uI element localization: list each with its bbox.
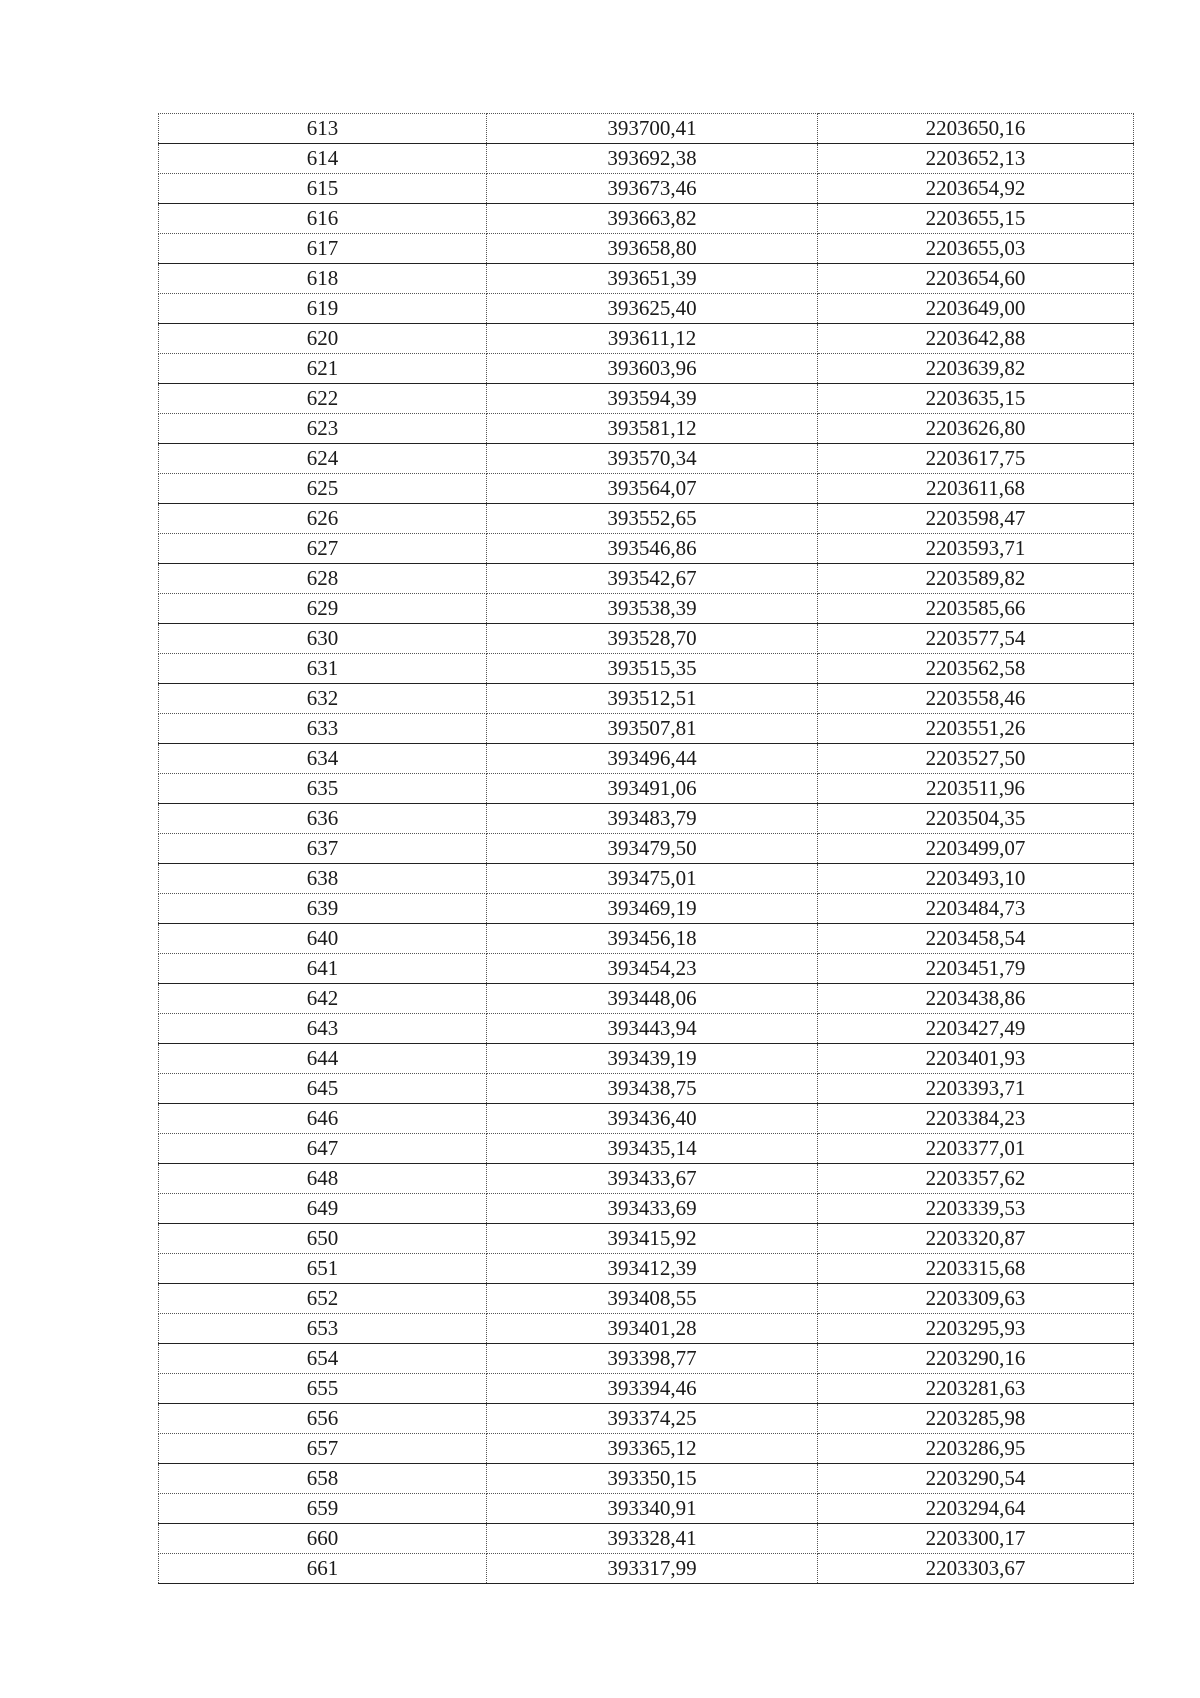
x-coordinate-cell: 393350,15: [487, 1464, 818, 1494]
x-coordinate-cell: 393651,39: [487, 264, 818, 294]
table-row: [159, 654, 1134, 684]
point-number-cell: 634: [159, 744, 487, 774]
table-row: [159, 1224, 1134, 1254]
x-coordinate-cell: 393401,28: [487, 1314, 818, 1344]
x-coordinate-cell: 393663,82: [487, 204, 818, 234]
x-coordinate-cell: 393394,46: [487, 1374, 818, 1404]
table-row: [159, 624, 1134, 654]
table-row: [159, 1344, 1134, 1374]
point-number-cell: 633: [159, 714, 487, 744]
point-number-cell: 645: [159, 1074, 487, 1104]
y-coordinate-cell: 2203652,13: [818, 144, 1134, 174]
y-coordinate-cell: 2203300,17: [818, 1524, 1134, 1554]
x-coordinate-cell: 393570,34: [487, 444, 818, 474]
point-number-cell: 651: [159, 1254, 487, 1284]
table-row: [159, 1434, 1134, 1464]
table-row: [159, 954, 1134, 984]
point-number-cell: 631: [159, 654, 487, 684]
point-number-cell: 647: [159, 1134, 487, 1164]
y-coordinate-cell: 2203286,95: [818, 1434, 1134, 1464]
point-number-cell: 627: [159, 534, 487, 564]
table-row: [159, 144, 1134, 174]
table-row: [159, 234, 1134, 264]
point-number-cell: 620: [159, 324, 487, 354]
y-coordinate-cell: 2203281,63: [818, 1374, 1134, 1404]
table-row: [159, 744, 1134, 774]
table-row: [159, 1464, 1134, 1494]
x-coordinate-cell: 393439,19: [487, 1044, 818, 1074]
table-row: [159, 1554, 1134, 1584]
point-number-cell: 659: [159, 1494, 487, 1524]
x-coordinate-cell: 393692,38: [487, 144, 818, 174]
coordinates-table-body: [159, 114, 1134, 1584]
table-row: [159, 714, 1134, 744]
table-row: [159, 504, 1134, 534]
y-coordinate-cell: 2203593,71: [818, 534, 1134, 564]
x-coordinate-cell: 393456,18: [487, 924, 818, 954]
point-number-cell: 614: [159, 144, 487, 174]
y-coordinate-cell: 2203654,60: [818, 264, 1134, 294]
table-row: [159, 534, 1134, 564]
x-coordinate-cell: 393454,23: [487, 954, 818, 984]
y-coordinate-cell: 2203290,16: [818, 1344, 1134, 1374]
point-number-cell: 619: [159, 294, 487, 324]
y-coordinate-cell: 2203551,26: [818, 714, 1134, 744]
x-coordinate-cell: 393603,96: [487, 354, 818, 384]
x-coordinate-cell: 393491,06: [487, 774, 818, 804]
point-number-cell: 656: [159, 1404, 487, 1434]
point-number-cell: 625: [159, 474, 487, 504]
table-row: [159, 294, 1134, 324]
point-number-cell: 637: [159, 834, 487, 864]
point-number-cell: 644: [159, 1044, 487, 1074]
table-row: [159, 174, 1134, 204]
point-number-cell: 655: [159, 1374, 487, 1404]
table-row: [159, 894, 1134, 924]
y-coordinate-cell: 2203493,10: [818, 864, 1134, 894]
point-number-cell: 653: [159, 1314, 487, 1344]
point-number-cell: 642: [159, 984, 487, 1014]
x-coordinate-cell: 393374,25: [487, 1404, 818, 1434]
point-number-cell: 650: [159, 1224, 487, 1254]
table-row: [159, 354, 1134, 384]
x-coordinate-cell: 393658,80: [487, 234, 818, 264]
y-coordinate-cell: 2203320,87: [818, 1224, 1134, 1254]
y-coordinate-cell: 2203511,96: [818, 774, 1134, 804]
y-coordinate-cell: 2203294,64: [818, 1494, 1134, 1524]
point-number-cell: 630: [159, 624, 487, 654]
y-coordinate-cell: 2203458,54: [818, 924, 1134, 954]
x-coordinate-cell: 393443,94: [487, 1014, 818, 1044]
table-row: [159, 1254, 1134, 1284]
point-number-cell: 629: [159, 594, 487, 624]
y-coordinate-cell: 2203562,58: [818, 654, 1134, 684]
y-coordinate-cell: 2203589,82: [818, 564, 1134, 594]
x-coordinate-cell: 393398,77: [487, 1344, 818, 1374]
table-row: [159, 1194, 1134, 1224]
y-coordinate-cell: 2203499,07: [818, 834, 1134, 864]
table-row: [159, 1134, 1134, 1164]
y-coordinate-cell: 2203290,54: [818, 1464, 1134, 1494]
y-coordinate-cell: 2203357,62: [818, 1164, 1134, 1194]
y-coordinate-cell: 2203577,54: [818, 624, 1134, 654]
point-number-cell: 643: [159, 1014, 487, 1044]
y-coordinate-cell: 2203611,68: [818, 474, 1134, 504]
x-coordinate-cell: 393546,86: [487, 534, 818, 564]
point-number-cell: 660: [159, 1524, 487, 1554]
x-coordinate-cell: 393433,67: [487, 1164, 818, 1194]
point-number-cell: 618: [159, 264, 487, 294]
y-coordinate-cell: 2203655,15: [818, 204, 1134, 234]
table-row: [159, 1104, 1134, 1134]
x-coordinate-cell: 393542,67: [487, 564, 818, 594]
table-row: [159, 1284, 1134, 1314]
y-coordinate-cell: 2203642,88: [818, 324, 1134, 354]
y-coordinate-cell: 2203315,68: [818, 1254, 1134, 1284]
table-row: [159, 414, 1134, 444]
x-coordinate-cell: 393512,51: [487, 684, 818, 714]
x-coordinate-cell: 393435,14: [487, 1134, 818, 1164]
y-coordinate-cell: 2203451,79: [818, 954, 1134, 984]
x-coordinate-cell: 393365,12: [487, 1434, 818, 1464]
table-row: [159, 924, 1134, 954]
y-coordinate-cell: 2203617,75: [818, 444, 1134, 474]
point-number-cell: 616: [159, 204, 487, 234]
y-coordinate-cell: 2203585,66: [818, 594, 1134, 624]
x-coordinate-cell: 393611,12: [487, 324, 818, 354]
point-number-cell: 646: [159, 1104, 487, 1134]
y-coordinate-cell: 2203649,00: [818, 294, 1134, 324]
table-row: [159, 384, 1134, 414]
table-row: [159, 1074, 1134, 1104]
y-coordinate-cell: 2203655,03: [818, 234, 1134, 264]
x-coordinate-cell: 393673,46: [487, 174, 818, 204]
x-coordinate-cell: 393581,12: [487, 414, 818, 444]
point-number-cell: 615: [159, 174, 487, 204]
y-coordinate-cell: 2203558,46: [818, 684, 1134, 714]
x-coordinate-cell: 393538,39: [487, 594, 818, 624]
table-row: [159, 1164, 1134, 1194]
y-coordinate-cell: 2203654,92: [818, 174, 1134, 204]
table-row: [159, 1314, 1134, 1344]
point-number-cell: 613: [159, 114, 487, 144]
x-coordinate-cell: 393448,06: [487, 984, 818, 1014]
point-number-cell: 632: [159, 684, 487, 714]
point-number-cell: 652: [159, 1284, 487, 1314]
table-row: [159, 684, 1134, 714]
point-number-cell: 661: [159, 1554, 487, 1584]
point-number-cell: 654: [159, 1344, 487, 1374]
x-coordinate-cell: 393594,39: [487, 384, 818, 414]
x-coordinate-cell: 393436,40: [487, 1104, 818, 1134]
table-row: [159, 834, 1134, 864]
y-coordinate-cell: 2203285,98: [818, 1404, 1134, 1434]
point-number-cell: 617: [159, 234, 487, 264]
y-coordinate-cell: 2203438,86: [818, 984, 1134, 1014]
x-coordinate-cell: 393564,07: [487, 474, 818, 504]
y-coordinate-cell: 2203635,15: [818, 384, 1134, 414]
point-number-cell: 658: [159, 1464, 487, 1494]
x-coordinate-cell: 393469,19: [487, 894, 818, 924]
point-number-cell: 649: [159, 1194, 487, 1224]
x-coordinate-cell: 393340,91: [487, 1494, 818, 1524]
x-coordinate-cell: 393438,75: [487, 1074, 818, 1104]
point-number-cell: 657: [159, 1434, 487, 1464]
y-coordinate-cell: 2203639,82: [818, 354, 1134, 384]
x-coordinate-cell: 393700,41: [487, 114, 818, 144]
table-row: [159, 1524, 1134, 1554]
point-number-cell: 622: [159, 384, 487, 414]
x-coordinate-cell: 393475,01: [487, 864, 818, 894]
x-coordinate-cell: 393479,50: [487, 834, 818, 864]
table-row: [159, 774, 1134, 804]
y-coordinate-cell: 2203527,50: [818, 744, 1134, 774]
x-coordinate-cell: 393415,92: [487, 1224, 818, 1254]
x-coordinate-cell: 393507,81: [487, 714, 818, 744]
x-coordinate-cell: 393483,79: [487, 804, 818, 834]
table-row: [159, 1404, 1134, 1434]
table-row: [159, 1014, 1134, 1044]
point-number-cell: 640: [159, 924, 487, 954]
table-row: [159, 804, 1134, 834]
table-row: [159, 114, 1134, 144]
x-coordinate-cell: 393408,55: [487, 1284, 818, 1314]
point-number-cell: 641: [159, 954, 487, 984]
y-coordinate-cell: 2203393,71: [818, 1074, 1134, 1104]
y-coordinate-cell: 2203598,47: [818, 504, 1134, 534]
x-coordinate-cell: 393412,39: [487, 1254, 818, 1284]
table-row: [159, 204, 1134, 234]
coordinates-table: [158, 113, 1134, 1584]
x-coordinate-cell: 393515,35: [487, 654, 818, 684]
table-row: [159, 984, 1134, 1014]
table-row: [159, 444, 1134, 474]
table-row: [159, 324, 1134, 354]
table-row: [159, 1494, 1134, 1524]
y-coordinate-cell: 2203427,49: [818, 1014, 1134, 1044]
y-coordinate-cell: 2203295,93: [818, 1314, 1134, 1344]
y-coordinate-cell: 2203377,01: [818, 1134, 1134, 1164]
point-number-cell: 648: [159, 1164, 487, 1194]
x-coordinate-cell: 393317,99: [487, 1554, 818, 1584]
point-number-cell: 635: [159, 774, 487, 804]
table-row: [159, 864, 1134, 894]
x-coordinate-cell: 393528,70: [487, 624, 818, 654]
y-coordinate-cell: 2203650,16: [818, 114, 1134, 144]
point-number-cell: 638: [159, 864, 487, 894]
y-coordinate-cell: 2203384,23: [818, 1104, 1134, 1134]
y-coordinate-cell: 2203626,80: [818, 414, 1134, 444]
y-coordinate-cell: 2203401,93: [818, 1044, 1134, 1074]
table-row: [159, 1374, 1134, 1404]
x-coordinate-cell: 393552,65: [487, 504, 818, 534]
table-row: [159, 564, 1134, 594]
point-number-cell: 639: [159, 894, 487, 924]
point-number-cell: 628: [159, 564, 487, 594]
x-coordinate-cell: 393328,41: [487, 1524, 818, 1554]
x-coordinate-cell: 393496,44: [487, 744, 818, 774]
x-coordinate-cell: 393625,40: [487, 294, 818, 324]
table-row: [159, 1044, 1134, 1074]
y-coordinate-cell: 2203484,73: [818, 894, 1134, 924]
y-coordinate-cell: 2203303,67: [818, 1554, 1134, 1584]
y-coordinate-cell: 2203339,53: [818, 1194, 1134, 1224]
x-coordinate-cell: 393433,69: [487, 1194, 818, 1224]
point-number-cell: 626: [159, 504, 487, 534]
table-row: [159, 594, 1134, 624]
point-number-cell: 621: [159, 354, 487, 384]
table-row: [159, 474, 1134, 504]
point-number-cell: 623: [159, 414, 487, 444]
y-coordinate-cell: 2203309,63: [818, 1284, 1134, 1314]
point-number-cell: 636: [159, 804, 487, 834]
point-number-cell: 624: [159, 444, 487, 474]
y-coordinate-cell: 2203504,35: [818, 804, 1134, 834]
table-row: [159, 264, 1134, 294]
